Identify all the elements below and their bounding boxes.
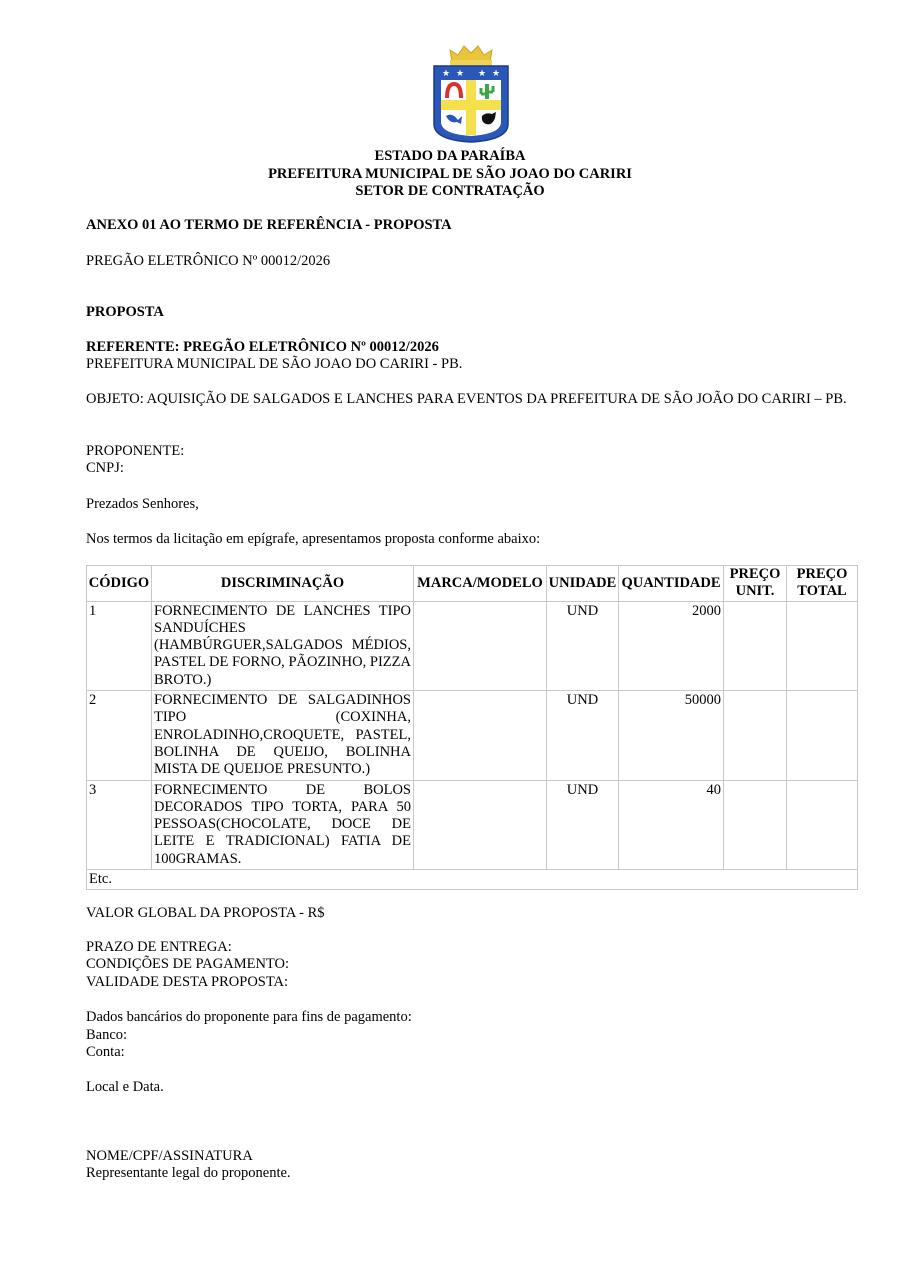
cell-unidade: UND: [547, 691, 619, 780]
dados-bancarios: Dados bancários do proponente para fins de pagamento:: [86, 1009, 412, 1025]
intro-paragraph: Nos termos da licitação em epígrafe, apresentamos proposta conforme abaixo:: [86, 531, 541, 547]
cell-preco-unit: [724, 691, 787, 780]
header-setor: SETOR DE CONTRATAÇÃO: [355, 183, 545, 199]
cell-marca: [414, 691, 547, 780]
validade-proposta: VALIDADE DESTA PROPOSTA:: [86, 974, 289, 990]
cnpj-label: CNPJ:: [86, 460, 124, 476]
svg-text:★: ★: [492, 69, 501, 79]
cell-discriminacao: FORNECIMENTO DE SALGADINHOS TIPO (COXINHA, ENROLADINHO,CROQUETE, PASTEL, BOLINHA DE QUEIJO, BOLINHA MISTA DE QUEIJOE PRESUNTO.): [152, 691, 414, 780]
cell-discriminacao: FORNECIMENTO DE LANCHES TIPO SANDUÍCHES (HAMBÚRGUER,SALGADOS MÉDIOS, PASTEL DE FORNO, PÃOZINHO, PIZZA BROTO.): [152, 601, 414, 690]
col-header-codigo: CÓDIGO: [87, 566, 152, 602]
banco-label: Banco:: [86, 1027, 128, 1043]
objeto-paragraph: OBJETO: AQUISIÇÃO DE SALGADOS E LANCHES PARA EVENTOS DA PREFEITURA DE SÃO JOÃO DO CARIRI – PB.: [86, 391, 847, 407]
col-header-quantidade: QUANTIDADE: [619, 566, 724, 602]
local-data: Local e Data.: [86, 1079, 164, 1095]
cell-codigo: 2: [87, 691, 152, 780]
representante-label: Representante legal do proponente.: [86, 1165, 291, 1181]
header-state: ESTADO DA PARAÍBA: [374, 148, 526, 164]
condicoes-pagamento: CONDIÇÕES DE PAGAMENTO:: [86, 956, 290, 972]
cell-marca: [414, 780, 547, 869]
col-header-preco-total-line1: PREÇO: [796, 566, 848, 582]
col-header-marca: MARCA/MODELO: [414, 566, 547, 602]
cell-preco-total: [787, 691, 858, 780]
cell-etc: Etc.: [87, 870, 858, 890]
table-row: [87, 691, 858, 780]
col-header-preco-unit-line2: UNIT.: [735, 583, 775, 600]
svg-text:★: ★: [442, 69, 451, 79]
cell-unidade: UND: [547, 780, 619, 869]
cell-discriminacao: FORNECIMENTO DE BOLOS DECORADOS TIPO TORTA, PARA 50 PESSOAS(CHOCOLATE, DOCE DE LEITE E TRADICIONAL) FATIA DE 100GRAMAS.: [152, 780, 414, 869]
proposta-title: PROPOSTA: [86, 304, 164, 320]
proponente-label: PROPONENTE:: [86, 443, 185, 459]
cell-preco-total: [787, 601, 858, 690]
col-header-preco-total-line2: TOTAL: [797, 583, 847, 600]
svg-text:★: ★: [478, 69, 487, 79]
crest-crown-band: [450, 60, 492, 66]
greeting: Prezados Senhores,: [86, 496, 199, 512]
cell-preco-unit: [724, 780, 787, 869]
col-header-discriminacao: DISCRIMINAÇÃO: [152, 566, 414, 602]
cell-unidade: UND: [547, 601, 619, 690]
pregao-number: PREGÃO ELETRÔNICO Nº 00012/2026: [86, 253, 331, 269]
crest-crown: [450, 46, 492, 62]
referente-line: REFERENTE: PREGÃO ELETRÔNICO Nº 00012/2026: [86, 339, 439, 355]
cell-quantidade: 2000: [619, 601, 724, 690]
items-table: [86, 565, 858, 890]
document-header: [0, 148, 900, 201]
col-header-preco-total: [787, 566, 858, 602]
municipal-crest-icon: [430, 42, 512, 144]
valor-global: VALOR GLOBAL DA PROPOSTA - R$: [86, 905, 325, 921]
table-row: [87, 780, 858, 869]
prazo-entrega: PRAZO DE ENTREGA:: [86, 939, 232, 955]
table-row: [87, 601, 858, 690]
prefeitura-line: PREFEITURA MUNICIPAL DE SÃO JOAO DO CARIRI - PB.: [86, 356, 463, 372]
assinatura-label: NOME/CPF/ASSINATURA: [86, 1148, 253, 1164]
cell-preco-unit: [724, 601, 787, 690]
annex-title: ANEXO 01 AO TERMO DE REFERÊNCIA - PROPOSTA: [86, 217, 452, 233]
cell-quantidade: 40: [619, 780, 724, 869]
col-header-preco-unit: [724, 566, 787, 602]
col-header-preco-unit-line1: PREÇO: [729, 566, 781, 582]
cell-codigo: 3: [87, 780, 152, 869]
table-footer-row: [87, 870, 858, 890]
cell-preco-total: [787, 780, 858, 869]
col-header-unidade: UNIDADE: [547, 566, 619, 602]
svg-text:★: ★: [456, 69, 465, 79]
cell-marca: [414, 601, 547, 690]
cell-quantidade: 50000: [619, 691, 724, 780]
table-header-row: [87, 566, 858, 602]
cell-codigo: 1: [87, 601, 152, 690]
conta-label: Conta:: [86, 1044, 125, 1060]
header-prefeitura: PREFEITURA MUNICIPAL DE SÃO JOAO DO CARIRI: [268, 165, 632, 182]
